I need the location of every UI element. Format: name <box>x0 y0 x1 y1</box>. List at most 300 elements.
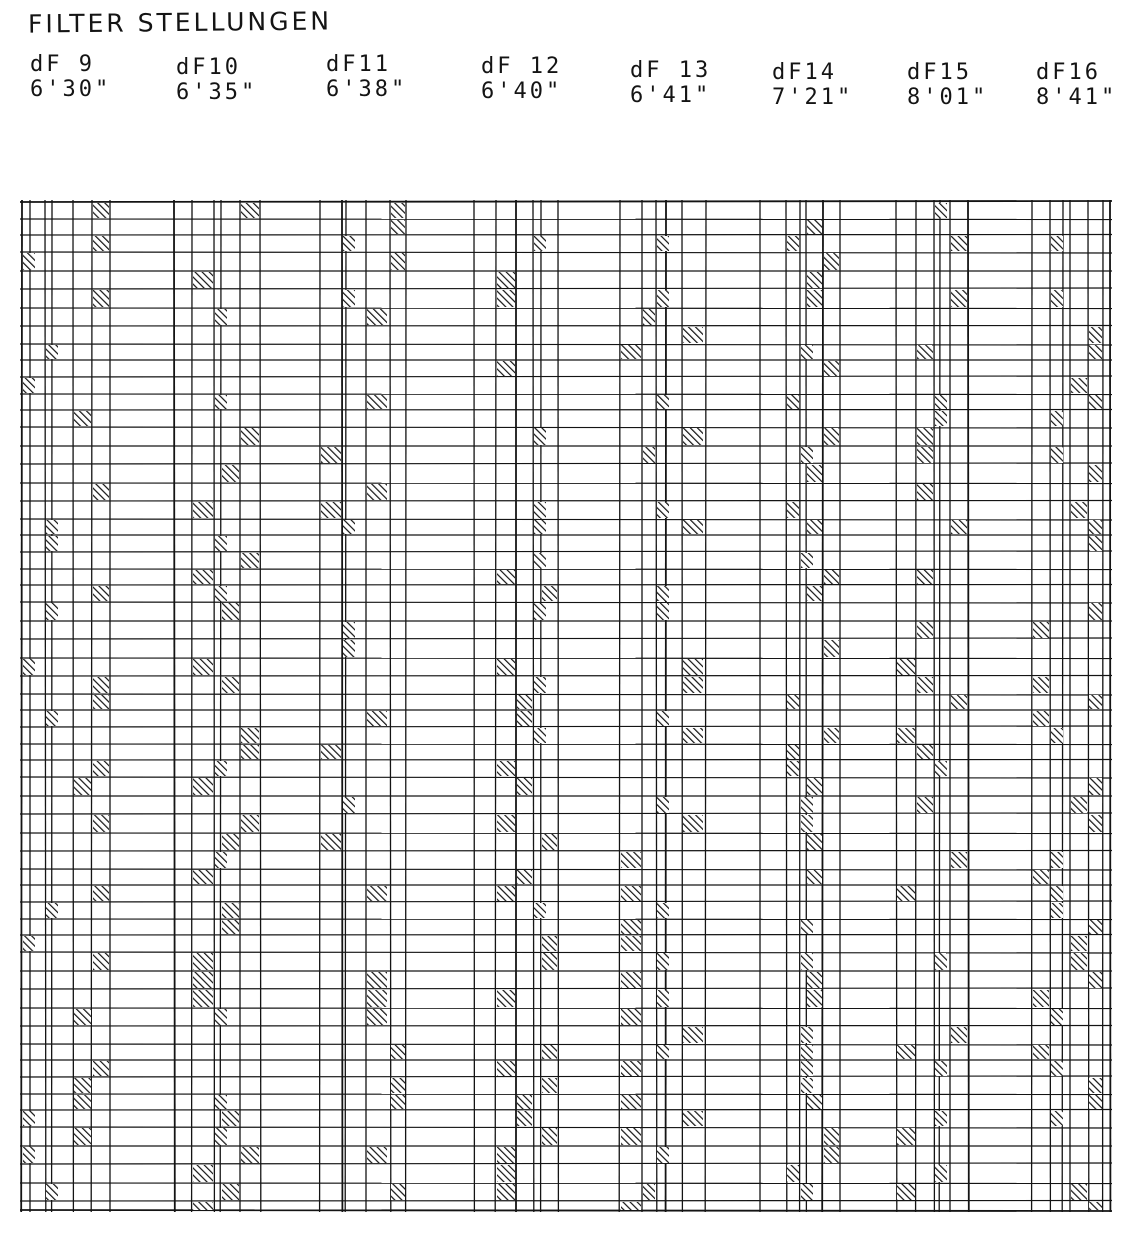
hatched-cell <box>951 520 967 534</box>
hatched-cell <box>241 1147 259 1163</box>
grid-horizontal-line <box>20 1183 1112 1184</box>
grid-horizontal-line <box>20 463 1112 464</box>
hatched-cell <box>367 1009 387 1025</box>
hatched-cell <box>657 1147 669 1163</box>
hatched-cell <box>917 797 933 813</box>
hatched-cell <box>93 953 109 970</box>
hatched-cell <box>222 603 239 620</box>
hatched-cell <box>542 586 557 601</box>
hatched-cell <box>222 1184 239 1200</box>
hatched-cell <box>917 570 933 584</box>
hatched-cell <box>1051 1111 1063 1126</box>
hatched-cell <box>241 728 259 743</box>
grid-horizontal-line <box>20 569 1112 570</box>
grid-horizontal-line <box>20 376 1112 377</box>
hatched-cell <box>497 361 515 376</box>
hatched-cell <box>787 745 799 759</box>
hatched-cell <box>222 903 239 918</box>
hatched-cell <box>935 203 947 218</box>
hatched-cell <box>1051 852 1063 868</box>
hatched-cell <box>657 236 669 251</box>
hatched-cell <box>935 395 947 409</box>
hatched-cell <box>1071 378 1087 393</box>
grid-horizontal-line <box>20 551 1112 552</box>
column-label: dF 9 <box>30 52 95 77</box>
hatched-cell <box>824 428 839 445</box>
grid-horizontal-line <box>20 851 1112 852</box>
hatched-cell <box>23 1147 35 1163</box>
hatched-cell <box>46 603 58 620</box>
hatched-cell <box>222 1111 239 1126</box>
hatched-cell <box>917 622 933 638</box>
hatched-cell <box>1089 520 1102 534</box>
hatched-cell <box>321 502 341 518</box>
hatched-cell <box>534 502 546 518</box>
hatched-cell <box>497 1147 515 1163</box>
hatched-cell <box>787 761 799 776</box>
hatched-cell <box>801 815 813 832</box>
hatched-cell <box>391 253 405 270</box>
hatched-cell <box>193 1202 213 1210</box>
hatched-cell <box>807 272 822 288</box>
grid-horizontal-line <box>20 869 1112 870</box>
hatched-cell <box>1051 411 1063 426</box>
page-title: FILTER STELLUNGEN <box>27 6 333 39</box>
hatched-cell <box>93 695 109 709</box>
grid-horizontal-line <box>20 813 1112 814</box>
hatched-cell <box>657 711 669 726</box>
hatched-cell <box>391 1078 405 1093</box>
hatched-cell <box>787 395 799 409</box>
grid-horizontal-line <box>20 427 1112 428</box>
hatched-cell <box>897 886 915 901</box>
hatched-cell <box>222 834 239 850</box>
grid-horizontal-line <box>20 501 1112 502</box>
hatched-cell <box>517 1111 532 1126</box>
hatched-cell <box>657 290 669 307</box>
hatched-cell <box>683 428 703 445</box>
hatched-cell <box>787 695 799 709</box>
hatched-cell <box>801 1078 813 1093</box>
hatched-cell <box>93 677 109 693</box>
hatched-cell <box>46 903 58 918</box>
hatched-cell <box>801 953 813 970</box>
hatched-cell <box>824 361 839 376</box>
hatched-cell <box>643 1184 655 1200</box>
hatched-cell <box>807 972 822 988</box>
hatched-cell <box>1051 1061 1063 1076</box>
hatched-cell <box>367 972 387 988</box>
hatched-cell <box>657 395 669 409</box>
hatched-cell <box>807 290 822 307</box>
hatched-cell <box>74 1095 91 1109</box>
hatched-cell <box>534 236 546 251</box>
hatched-cell <box>222 920 239 934</box>
grid-horizontal-line <box>20 901 1112 902</box>
hatched-cell <box>1071 502 1087 518</box>
hatched-cell <box>321 745 341 759</box>
hatched-cell <box>193 870 213 884</box>
hatched-cell <box>241 815 259 832</box>
hatched-cell <box>215 309 227 325</box>
hatched-cell <box>542 1045 557 1059</box>
hatched-cell <box>807 586 822 601</box>
hatched-cell <box>1033 1045 1049 1059</box>
column-label: dF 13 <box>630 58 712 83</box>
hatched-cell <box>621 920 641 934</box>
hatched-cell <box>74 1128 91 1145</box>
hatched-cell <box>497 815 515 832</box>
grid-horizontal-line <box>20 988 1112 989</box>
hatched-cell <box>222 465 239 482</box>
hatched-cell <box>1089 778 1102 795</box>
hatched-cell <box>824 570 839 584</box>
hatched-cell <box>542 953 557 970</box>
hatched-cell <box>46 536 58 551</box>
hatched-cell <box>534 677 546 693</box>
grid-horizontal-line <box>20 658 1112 659</box>
hatched-cell <box>683 677 703 693</box>
hatched-cell <box>391 1095 405 1109</box>
grid-horizontal-line <box>20 585 1112 586</box>
grid-horizontal-line <box>20 952 1112 953</box>
column-label: dF14 <box>772 60 837 85</box>
hatched-cell <box>93 484 109 500</box>
hatched-cell <box>1051 1009 1063 1025</box>
hatched-cell <box>343 290 355 307</box>
column-label: dF15 <box>907 60 972 85</box>
hatched-cell <box>93 886 109 901</box>
grid-horizontal-line <box>20 935 1112 936</box>
grid-horizontal-line <box>20 410 1112 411</box>
hatched-cell <box>801 1045 813 1059</box>
hatched-cell <box>93 761 109 776</box>
hatched-cell <box>23 659 35 675</box>
grid-horizontal-line <box>20 1127 1112 1128</box>
hatched-cell <box>621 936 641 951</box>
hatched-cell <box>917 745 933 759</box>
hatched-cell <box>824 640 839 657</box>
grid-lines <box>20 200 1112 1212</box>
hatched-cell <box>534 603 546 620</box>
hatched-cell <box>542 936 557 951</box>
grid-horizontal-line <box>20 1110 1112 1111</box>
hatched-cell <box>807 465 822 482</box>
hatched-cell <box>1089 536 1102 551</box>
hatched-cell <box>683 520 703 534</box>
hatched-cell <box>801 345 813 359</box>
hatched-cell <box>683 659 703 675</box>
hatched-cell <box>807 220 822 234</box>
grid-horizontal-line <box>20 1210 1112 1211</box>
grid-horizontal-line <box>20 638 1112 639</box>
hatched-cell <box>1033 677 1049 693</box>
hatched-cell <box>321 447 341 463</box>
hatched-cell <box>807 778 822 795</box>
hatched-cell <box>683 1027 703 1043</box>
hatched-cell <box>215 852 227 868</box>
grid-horizontal-line <box>20 676 1112 677</box>
hatched-cell <box>93 236 109 251</box>
hatched-cell <box>657 502 669 518</box>
hatched-cell <box>657 603 669 620</box>
hatched-cell <box>93 290 109 307</box>
hatched-cell <box>1089 815 1102 832</box>
hatched-cell <box>1033 990 1049 1007</box>
hatched-cell <box>367 990 387 1007</box>
hatched-cell <box>1089 345 1102 359</box>
hatched-cell <box>367 309 387 325</box>
hatched-cell <box>1089 603 1102 620</box>
column-time: 7'21" <box>772 85 854 110</box>
hatched-cell <box>801 1027 813 1043</box>
hatched-cell <box>497 272 515 288</box>
hatched-cell <box>951 695 967 709</box>
hatched-cell <box>951 852 967 868</box>
hatched-cell <box>74 778 91 795</box>
hatched-cell <box>787 1165 799 1182</box>
hatched-cell <box>517 695 532 709</box>
hatched-cell <box>497 659 515 675</box>
grid-horizontal-line <box>20 602 1112 603</box>
hatched-cell <box>321 834 341 850</box>
hatched-cell <box>93 586 109 601</box>
hatched-cell <box>534 520 546 534</box>
hatched-cell <box>497 990 515 1007</box>
hatched-cell <box>1089 695 1102 709</box>
grid-horizontal-line <box>20 1201 1112 1202</box>
hatched-cell <box>391 203 405 218</box>
hatched-cell <box>1033 870 1049 884</box>
hatched-cell <box>657 990 669 1007</box>
hatched-cell <box>897 1045 915 1059</box>
hatched-cell <box>93 1061 109 1076</box>
hatched-cell <box>542 1078 557 1093</box>
hatched-cell <box>807 520 822 534</box>
hatched-cell <box>46 345 58 359</box>
grid-horizontal-line <box>20 760 1112 761</box>
grid-horizontal-line <box>20 694 1112 695</box>
hatched-cell <box>1033 711 1049 726</box>
hatched-cell <box>497 761 515 776</box>
hatched-cell <box>787 502 799 518</box>
hatched-cell <box>643 447 655 463</box>
hatched-cell <box>657 953 669 970</box>
grid-horizontal-line <box>20 744 1112 745</box>
hatched-cell <box>801 797 813 813</box>
hatched-cell <box>935 1165 947 1182</box>
hatched-cell <box>241 553 259 568</box>
hatched-cell <box>917 428 933 445</box>
hatched-cell <box>643 309 655 325</box>
hatched-cell <box>367 886 387 901</box>
hatched-cell <box>74 1009 91 1025</box>
hatched-cell <box>343 640 355 657</box>
grid-horizontal-line <box>20 1044 1112 1045</box>
hatched-cell <box>193 1165 213 1182</box>
hatched-cell <box>621 886 641 901</box>
hatched-cell <box>951 1027 967 1043</box>
hatched-cell <box>787 236 799 251</box>
hatched-cell <box>621 1095 641 1109</box>
hatched-cell <box>824 1147 839 1163</box>
grid-horizontal-line <box>20 919 1112 920</box>
hatched-cell <box>1089 395 1102 409</box>
hatched-cell <box>193 972 213 988</box>
hatched-cell <box>1089 465 1102 482</box>
column-label: dF 12 <box>481 54 563 79</box>
grid-horizontal-line <box>20 1008 1112 1009</box>
hatched-cell <box>215 1095 227 1109</box>
hatched-cell <box>497 886 515 901</box>
hatched-cell <box>497 1165 515 1182</box>
hatched-cell <box>367 1147 387 1163</box>
hatched-cell <box>74 411 91 426</box>
hatched-cell <box>935 761 947 776</box>
hatched-cell <box>935 1111 947 1126</box>
column-time: 8'01" <box>907 85 989 110</box>
hatched-cell <box>497 570 515 584</box>
hatched-cell <box>367 711 387 726</box>
hatched-cell <box>935 1061 947 1076</box>
hatched-cell <box>917 484 933 500</box>
hatched-cell <box>917 447 933 463</box>
hatched-cell <box>23 378 35 393</box>
column-time: 6'38" <box>326 77 408 102</box>
hatched-cell <box>621 345 641 359</box>
hatched-cell <box>93 203 109 218</box>
hatched-cell <box>1089 1078 1102 1093</box>
hatched-cell <box>367 395 387 409</box>
hatched-cell <box>801 447 813 463</box>
grid-horizontal-line <box>20 201 1112 202</box>
hatched-cell <box>801 920 813 934</box>
hatched-cell <box>621 1009 641 1025</box>
hatched-cell <box>391 1045 405 1059</box>
hatched-cell <box>534 728 546 743</box>
column-time: 6'35" <box>176 80 258 105</box>
hatched-cell <box>807 834 822 850</box>
hatched-cell <box>951 236 967 251</box>
hatched-cell <box>683 728 703 743</box>
hatched-cell <box>517 778 532 795</box>
hatched-cell <box>824 1128 839 1145</box>
hatched-cell <box>897 728 915 743</box>
grid-horizontal-line <box>20 326 1112 327</box>
column-time: 6'30" <box>30 77 112 102</box>
grid-horizontal-line <box>20 235 1112 236</box>
grid-horizontal-line <box>20 726 1112 727</box>
hatched-cell <box>193 953 213 970</box>
hatched-cell <box>801 553 813 568</box>
hatched-cell <box>193 990 213 1007</box>
hatched-cell <box>215 1128 227 1145</box>
hatched-cell <box>897 1128 915 1145</box>
hatched-cell <box>193 272 213 288</box>
hatched-cell <box>657 797 669 813</box>
hatched-cell <box>193 778 213 795</box>
hatched-cell <box>534 428 546 445</box>
hatched-cell <box>1089 1095 1102 1109</box>
hatched-cell <box>23 936 35 951</box>
hatched-cell <box>824 253 839 270</box>
hatched-cell <box>657 903 669 918</box>
hatched-cell <box>621 1202 641 1210</box>
hatched-cell <box>897 1184 915 1200</box>
hatched-cell <box>46 711 58 726</box>
hatched-cell <box>241 428 259 445</box>
hatched-cell <box>241 203 259 218</box>
hatched-cell <box>807 870 822 884</box>
hatched-cell <box>517 1095 532 1109</box>
hatched-cell <box>807 990 822 1007</box>
hatched-cell <box>657 1045 669 1059</box>
hatched-cell <box>74 1078 91 1093</box>
hatched-cell <box>222 677 239 693</box>
grid-horizontal-line <box>20 394 1112 395</box>
grid-horizontal-line <box>20 1076 1112 1077</box>
column-time: 6'41" <box>630 83 712 108</box>
hatched-cell <box>1071 1184 1087 1200</box>
hatched-cell <box>801 1061 813 1076</box>
hatched-cell <box>391 220 405 234</box>
hatched-cell <box>534 903 546 918</box>
grid-horizontal-line <box>20 344 1112 345</box>
grid-horizontal-line <box>20 1163 1112 1164</box>
column-time: 6'40" <box>481 79 563 104</box>
hatched-cell <box>367 484 387 500</box>
hatched-cell <box>193 659 213 675</box>
hatched-cell <box>1051 236 1063 251</box>
hatched-cell <box>497 290 515 307</box>
hatched-cell <box>621 972 641 988</box>
hatched-cell <box>215 1009 227 1025</box>
hatched-cell <box>683 1111 703 1126</box>
column-time: 8'41" <box>1036 85 1118 110</box>
hatched-cell <box>343 520 355 534</box>
grid-horizontal-line <box>20 519 1112 520</box>
grid-horizontal-line <box>20 483 1112 484</box>
hatched-cell <box>1089 327 1102 343</box>
hatched-cell <box>241 745 259 759</box>
hatched-cell <box>1051 728 1063 743</box>
hatched-cell <box>1051 290 1063 307</box>
hatched-cell <box>951 290 967 307</box>
hatched-cell <box>621 1061 641 1076</box>
grid-horizontal-line <box>20 1094 1112 1095</box>
column-label: dF10 <box>176 55 241 80</box>
hatched-cell <box>343 622 355 638</box>
grid-horizontal-line <box>20 288 1112 289</box>
hatched-cell <box>1051 903 1063 918</box>
hatched-cell <box>193 502 213 518</box>
hatched-cell <box>215 761 227 776</box>
hatched-cell <box>1051 886 1063 901</box>
hatched-cell <box>917 677 933 693</box>
hatched-cell <box>1071 953 1087 970</box>
hatched-cell <box>1089 972 1102 988</box>
hatched-cell <box>1071 936 1087 951</box>
hatched-cell <box>683 327 703 343</box>
hatched-cell <box>497 1061 515 1076</box>
hatched-cell <box>343 797 355 813</box>
grid-horizontal-line <box>20 1026 1112 1027</box>
hatched-cell <box>1071 797 1087 813</box>
hatched-cell <box>935 953 947 970</box>
hatched-cell <box>621 1128 641 1145</box>
hatched-cell <box>23 1111 35 1126</box>
hatched-cell <box>215 586 227 601</box>
